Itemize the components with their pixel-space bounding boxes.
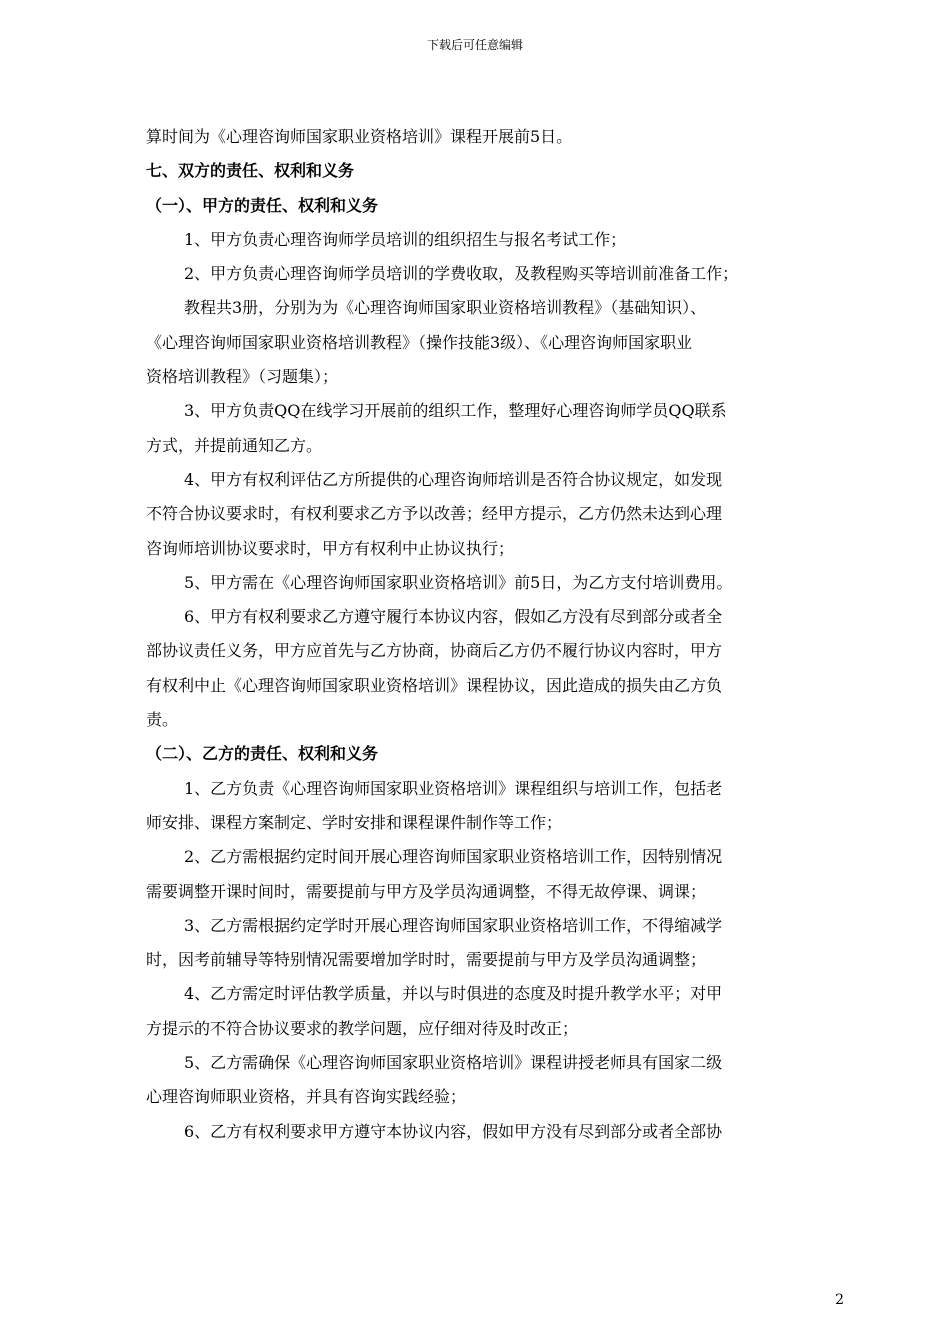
section-heading: 七、双方的责任、权利和义务 (146, 161, 355, 181)
paragraph-line: 方提示的不符合协议要求的教学问题，应仔细对待及时改正； (146, 1018, 579, 1038)
paragraph-line: 3、乙方需根据约定学时开展心理咨询师国家职业资格培训工作，不得缩减学 (184, 915, 723, 935)
paragraph-line: 时，因考前辅导等特别情况需要增加学时时，需要提前与甲方及学员沟通调整； (146, 950, 707, 970)
paragraph-line: 咨询师培训协议要求时，甲方有权利中止协议执行； (146, 538, 515, 558)
section-heading: （一）、甲方的责任、权利和义务 (146, 195, 379, 215)
paragraph-line: 6、乙方有权利要求甲方遵守本协议内容，假如甲方没有尽到部分或者全部协 (184, 1121, 723, 1141)
paragraph-line: 部协议责任义务，甲方应首先与乙方协商，协商后乙方仍不履行协议内容时，甲方 (146, 641, 723, 661)
paragraph-line: 5、甲方需在《心理咨询师国家职业资格培训》前5日，为乙方支付培训费用。 (184, 572, 733, 592)
document-body (146, 120, 840, 1149)
paragraph-line: 有权利中止《心理咨询师国家职业资格培训》课程协议，因此造成的损失由乙方负 (146, 675, 723, 695)
paragraph-line: 心理咨询师职业资格，并具有咨询实践经验； (146, 1087, 467, 1107)
section-heading: （二）、乙方的责任、权利和义务 (146, 744, 379, 764)
paragraph-line: 5、乙方需确保《心理咨询师国家职业资格培训》课程讲授老师具有国家二级 (184, 1053, 723, 1073)
paragraph-line: 1、甲方负责心理咨询师学员培训的组织招生与报名考试工作； (184, 229, 627, 249)
paragraph-line: 资格培训教程》（习题集）； (146, 367, 339, 387)
paragraph-line: 6、甲方有权利要求乙方遵守履行本协议内容，假如乙方没有尽到部分或者全 (184, 607, 723, 627)
paragraph-line: 责。 (146, 710, 179, 730)
paragraph-line: 教程共3册，分别为为《心理咨询师国家职业资格培训教程》（基础知识）、 (184, 298, 707, 318)
paragraph-line: 《心理咨询师国家职业资格培训教程》（操作技能3级）、《心理咨询师国家职业 (146, 332, 693, 352)
paragraph-line: 2、乙方需根据约定时间开展心理咨询师国家职业资格培训工作，因特别情况 (184, 847, 723, 867)
paragraph-line: 师安排、课程方案制定、学时安排和课程课件制作等工作； (146, 812, 563, 832)
paragraph-line: 4、甲方有权利评估乙方所提供的心理咨询师培训是否符合协议规定，如发现 (184, 469, 723, 489)
page-header: 下载后可任意编辑 (426, 38, 523, 52)
paragraph-line: 方式，并提前通知乙方。 (146, 435, 323, 455)
page-number: 2 (835, 1292, 844, 1308)
paragraph-line: 2、甲方负责心理咨询师学员培训的学费收取，及教程购买等培训前准备工作； (184, 264, 739, 284)
paragraph-line: 算时间为《心理咨询师国家职业资格培训》课程开展前5日。 (146, 127, 573, 146)
paragraph-line: 不符合协议要求时，有权利要求乙方予以改善；经甲方提示，乙方仍然未达到心理 (146, 504, 723, 524)
paragraph-line: 3、甲方负责QQ在线学习开展前的组织工作，整理好心理咨询师学员QQ联系 (184, 401, 727, 421)
paragraph-line: 4、乙方需定时评估教学质量，并以与时俱进的态度及时提升教学水平；对甲 (184, 984, 723, 1004)
paragraph-line: 需要调整开课时间时，需要提前与甲方及学员沟通调整，不得无故停课、调课； (146, 881, 707, 901)
paragraph-line: 1、乙方负责《心理咨询师国家职业资格培训》课程组织与培训工作，包括老 (184, 778, 723, 798)
